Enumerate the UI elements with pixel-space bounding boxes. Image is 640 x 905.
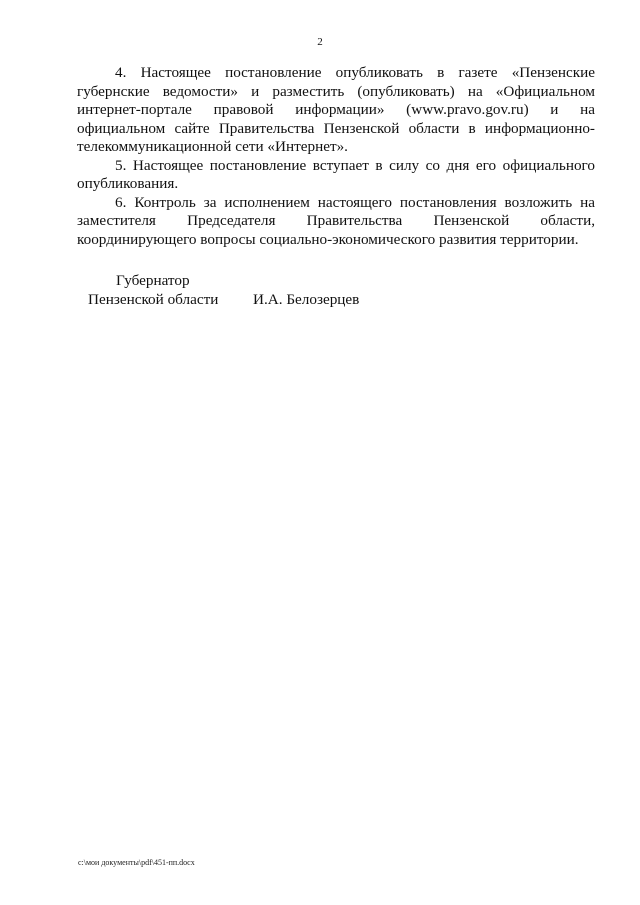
- signature-title-line2: Пензенской области: [88, 291, 219, 308]
- document-body: [77, 64, 595, 249]
- paragraph-4: 4. Настоящее постановление опубликовать в газете «Пензенские губернские ведомости» и разместить (опубликовать) на «Официальном интернет-портале правовой информации» (www.pravo.gov.ru) и на официальном сайте Правительства Пензенской области в информационно-телекоммуникационной сети «Интернет».: [77, 64, 595, 155]
- signature-name: И.А. Белозерцев: [253, 291, 360, 308]
- page-number: 2: [317, 36, 323, 48]
- signature-title-line1: Губернатор: [116, 272, 190, 289]
- paragraph-6: 6. Контроль за исполнением настоящего постановления возложить на заместителя Председателя Правительства Пензенской области, координирующего вопросы социально-экономического развития территории.: [77, 193, 595, 248]
- footer-file-path: c:\мои документы\pdf\451-пп.docx: [78, 858, 195, 867]
- paragraph-5: 5. Настоящее постановление вступает в силу со дня его официального опубликования.: [77, 156, 595, 192]
